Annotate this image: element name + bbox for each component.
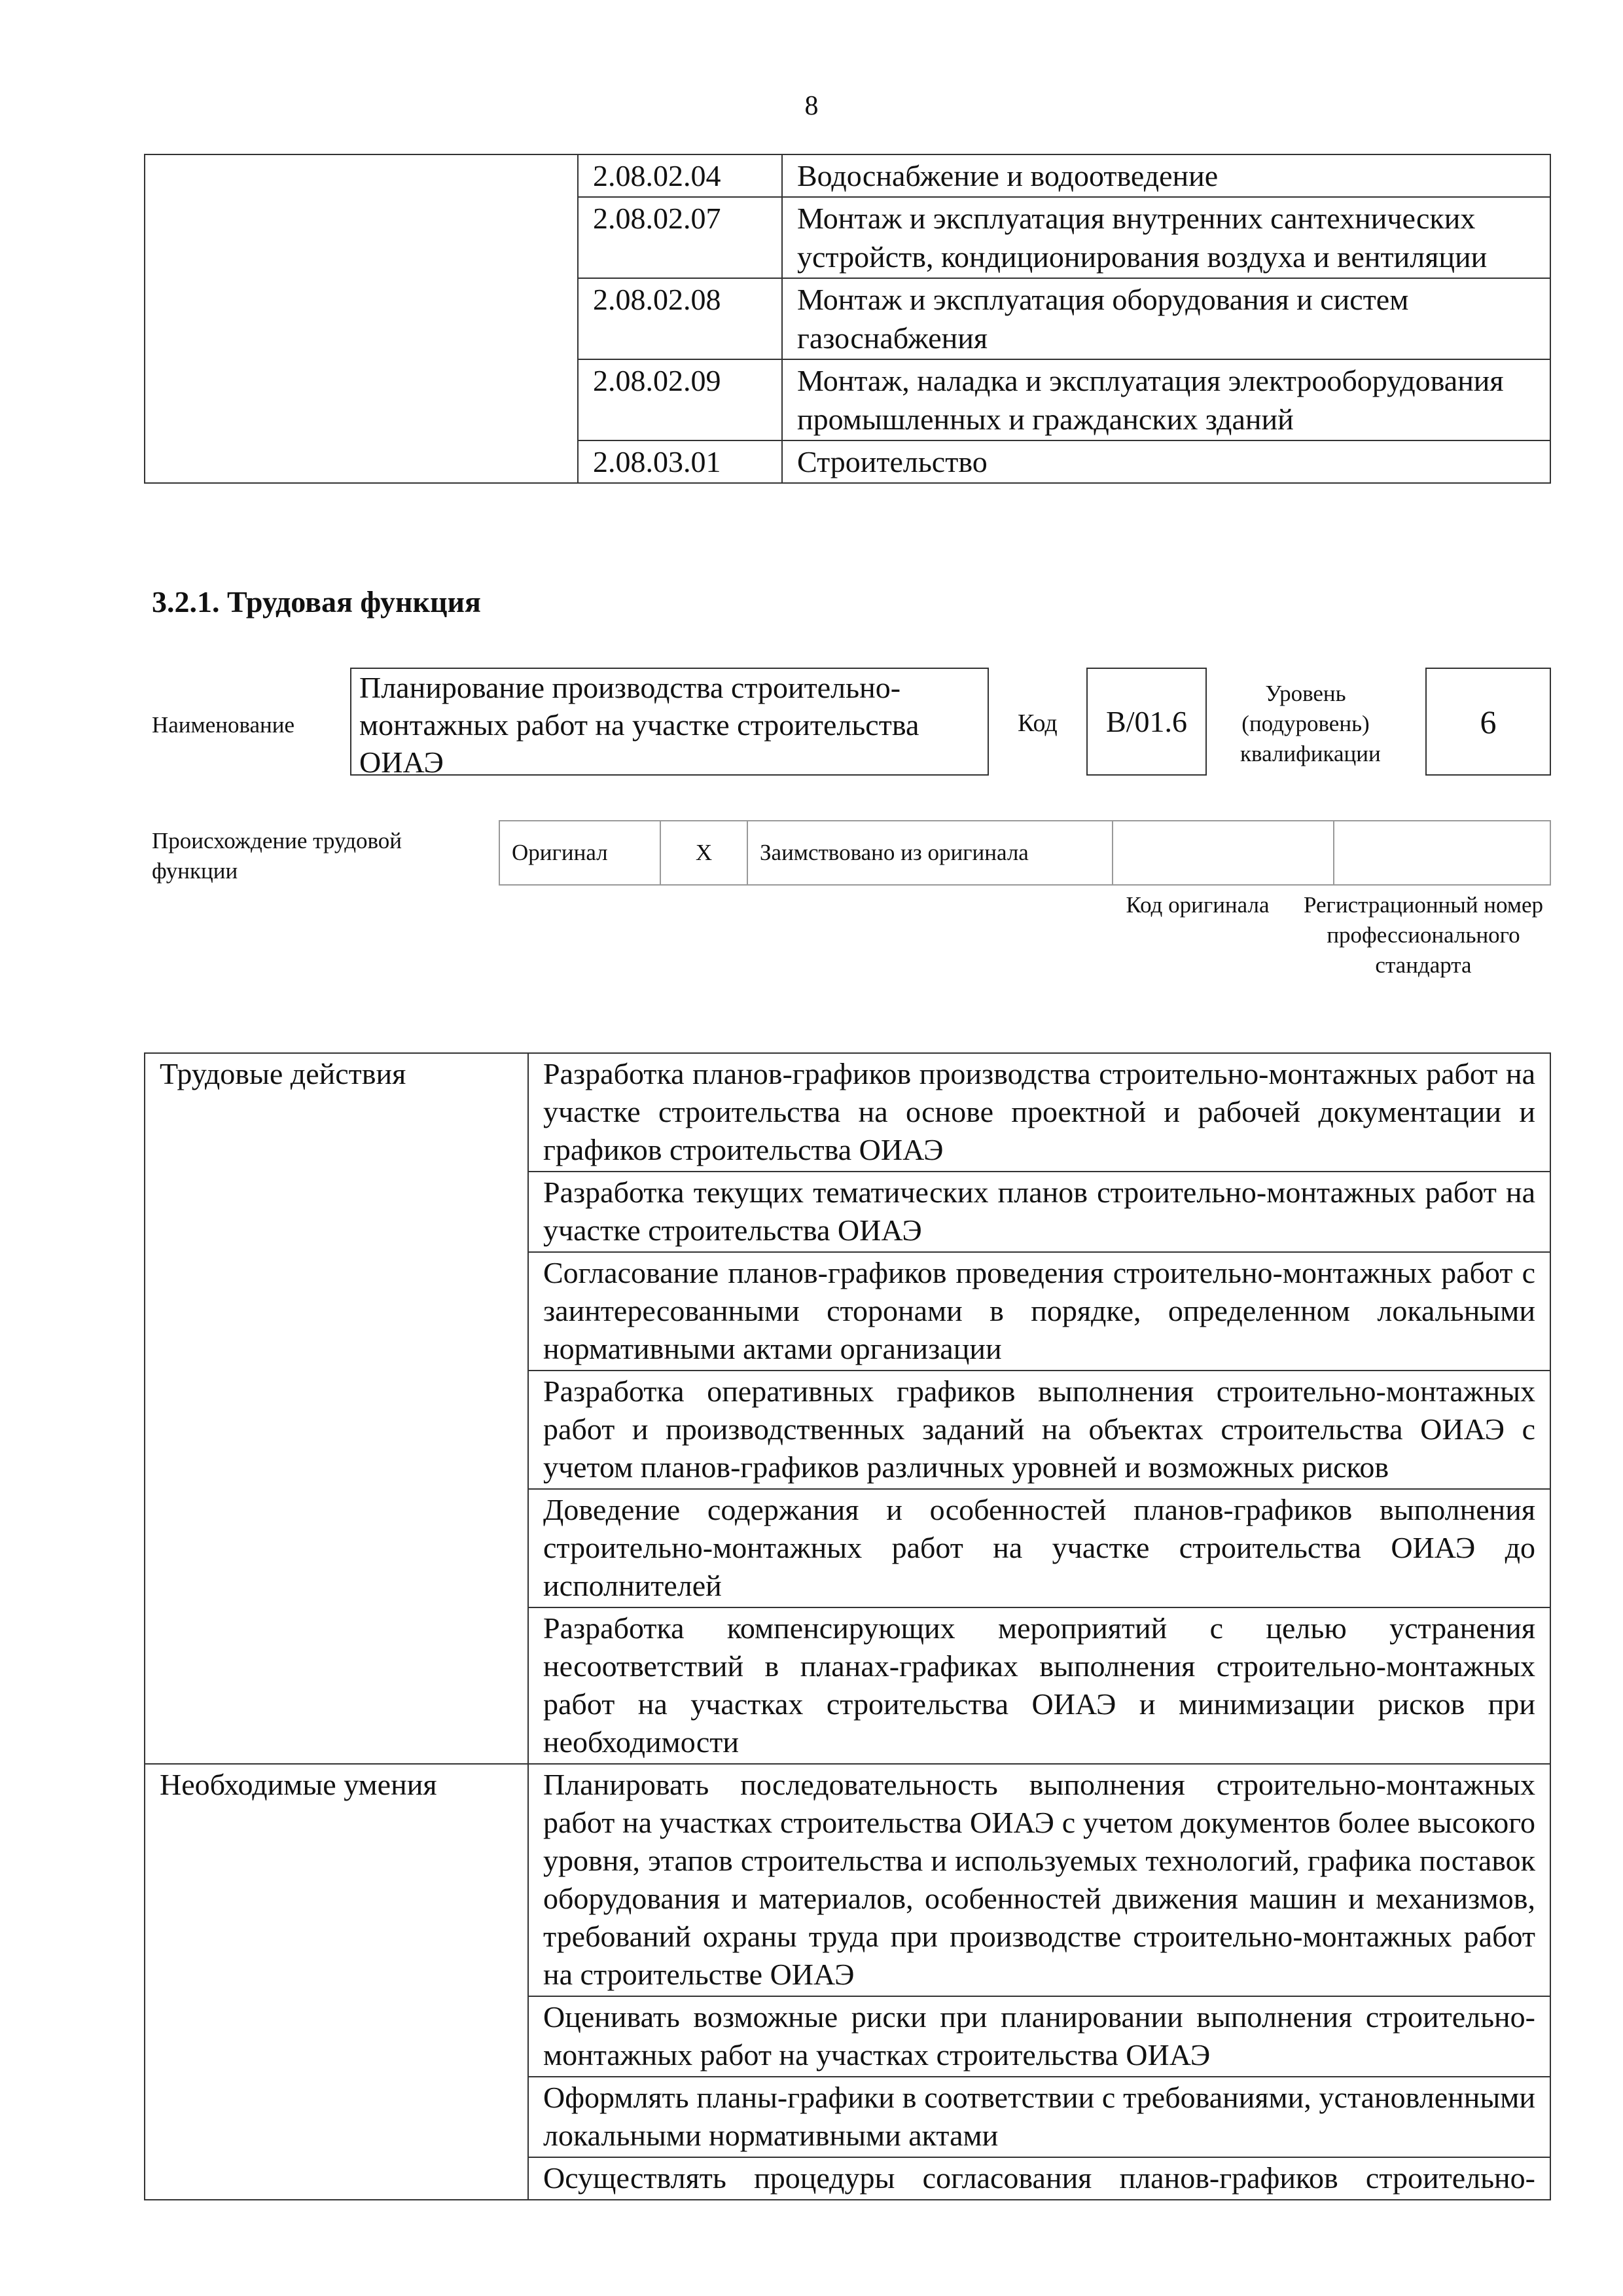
original-mark: X <box>660 821 747 885</box>
specialty-code: 2.08.02.07 <box>578 197 782 278</box>
specialty-name: Водоснабжение и водоотведение <box>782 154 1550 197</box>
origin-label: Происхождение трудовой функции <box>152 828 402 884</box>
original-code-caption: Код оригинала <box>1126 892 1270 918</box>
empty-left-cell <box>145 154 578 483</box>
specialty-code: 2.08.03.01 <box>578 440 782 483</box>
function-name: Планирование производства строительно-монтажных работ на участке строительства ОИАЭ <box>350 668 989 776</box>
section-heading: 3.2.1. Трудовая функция <box>152 585 481 619</box>
skill: Планировать последовательность выполнения строительно-монтажных работ на участках строительства ОИАЭ с учетом документов более высокого уровня, этапов строительства и используемых технологий, графика поставок оборудования и материалов, особенностей движения машин и механизмов, требований охраны труда при производстве строительно-монтажных работ на строительстве ОИАЭ <box>528 1764 1550 1996</box>
borrowed-label: Заимствовано из оригинала <box>747 821 1113 885</box>
specialty-code: 2.08.02.04 <box>578 154 782 197</box>
education-codes-table <box>144 154 1551 484</box>
labor-action: Разработка текущих тематических планов строительно-монтажных работ на участке строительства ОИАЭ <box>528 1172 1550 1252</box>
labor-action: Разработка оперативных графиков выполнения строительно-монтажных работ и производственных заданий на объектах строительства ОИАЭ с учетом планов-графиков различных уровней и возможных рисков <box>528 1371 1550 1489</box>
original-code-cell <box>1113 821 1334 885</box>
specialty-name: Монтаж, наладка и эксплуатация электрооборудования промышленных и гражданских зданий <box>782 359 1550 440</box>
reg-number-cell <box>1334 821 1550 885</box>
specialty-name: Строительство <box>782 440 1550 483</box>
skill: Оформлять планы-графики в соответствии с требованиями, установленными локальными нормативными актами <box>528 2077 1550 2157</box>
table-row <box>499 821 1550 885</box>
specialty-code: 2.08.02.09 <box>578 359 782 440</box>
specialty-name: Монтаж и эксплуатация внутренних сантехнических устройств, кондиционирования воздуха и вентиляции <box>782 197 1550 278</box>
specialty-code: 2.08.02.08 <box>578 278 782 359</box>
specialty-name: Монтаж и эксплуатация оборудования и систем газоснабжения <box>782 278 1550 359</box>
page-number: 8 <box>804 91 819 121</box>
function-code: B/01.6 <box>1086 668 1207 776</box>
labor-action: Разработка компенсирующих мероприятий с целью устранения несоответствий в планах-графиках выполнения строительно-монтажных работ на участках строительства ОИАЭ и минимизации рисков при необходимости <box>528 1607 1550 1764</box>
table-row <box>145 154 1550 197</box>
qualification-level: 6 <box>1425 668 1551 776</box>
labor-actions-label: Трудовые действия <box>145 1053 528 1764</box>
code-label: Код <box>1018 709 1058 737</box>
table-row <box>145 1764 1550 1996</box>
labor-action: Разработка планов-графиков производства строительно-монтажных работ на участке строительства на основе проектной и рабочей документации и графиков строительства ОИАЭ <box>528 1053 1550 1172</box>
function-details-table <box>144 1052 1551 2200</box>
skills-label: Необходимые умения <box>145 1764 528 2200</box>
original-label: Оригинал <box>499 821 660 885</box>
skill: Осуществлять процедуры согласования планов-графиков строительно- <box>528 2157 1550 2200</box>
name-label: Наименование <box>152 712 295 738</box>
reg-number-caption: Регистрационный номер профессионального стандарта <box>1303 892 1544 978</box>
table-row <box>145 1053 1550 1172</box>
labor-action: Доведение содержания и особенностей планов-графиков выполнения строительно-монтажных работ на участке строительства ОИАЭ до исполнителей <box>528 1489 1550 1607</box>
qualification-level-label: Уровень (подуровень) квалификации <box>1240 681 1381 766</box>
origin-table <box>499 820 1551 886</box>
skill: Оценивать возможные риски при планировании выполнения строительно-монтажных работ на участках строительства ОИАЭ <box>528 1996 1550 2077</box>
labor-action: Согласование планов-графиков проведения строительно-монтажных работ с заинтересованными сторонами в порядке, определенном локальными нормативными актами организации <box>528 1252 1550 1371</box>
